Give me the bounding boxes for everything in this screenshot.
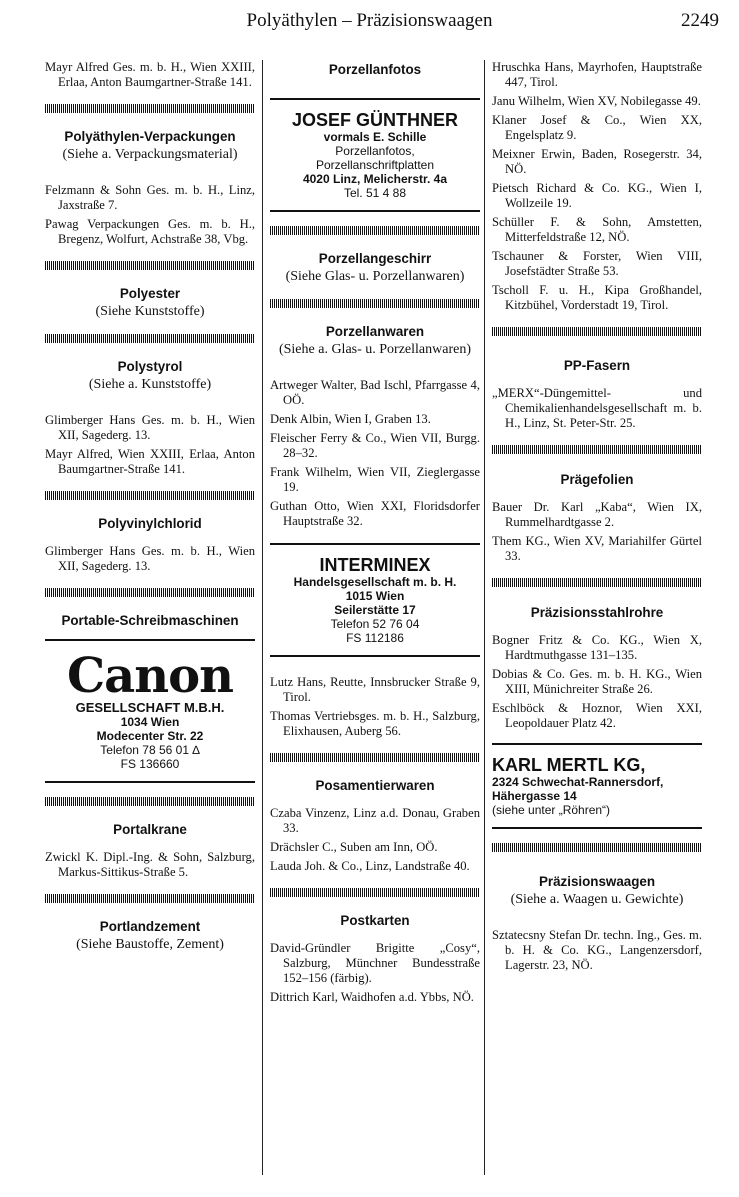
ad-line: Seilerstätte 17	[334, 603, 416, 617]
section-separator	[492, 445, 702, 454]
ad-rule	[45, 639, 255, 641]
listing-entry: Bogner Fritz & Co. KG., Wien X, Hardtmuthgasse 131–135.	[492, 633, 702, 662]
section-heading: PP-Fasern	[563, 358, 631, 373]
listing-entry: Denk Albin, Wien I, Graben 13.	[270, 412, 431, 426]
listing-entry: Pietsch Richard & Co. KG., Wien I, Wollzeile 19.	[492, 181, 702, 210]
ad-rule	[270, 98, 480, 100]
listing-entry: Zwickl K. Dipl.-Ing. & Sohn, Salzburg, Markus-Sittikus-Straße 5.	[45, 850, 255, 879]
listing-entry: Felzmann & Sohn Ges. m. b. H., Linz, Jaxstraße 7.	[45, 183, 255, 212]
ad-line: 4020 Linz, Melicherstr. 4a	[302, 172, 448, 186]
ad-rule	[45, 781, 255, 783]
ad-line: vormals E. Schille	[323, 130, 427, 144]
ad-line: FS 136660	[120, 757, 180, 771]
guenthner-advertisement	[270, 110, 480, 200]
section-separator	[270, 299, 480, 308]
listing-entry: Meixner Erwin, Baden, Rosegerstr. 34, NÖ.	[492, 147, 702, 176]
listing-entry: Pawag Verpackungen Ges. m. b. H., Bregenz, Wolfurt, Achstraße 38, Vbg.	[45, 217, 255, 246]
section-reference: (Siehe a. Waagen u. Gewichte)	[510, 892, 684, 907]
section-separator	[45, 894, 255, 903]
ad-company-name: JOSEF GÜNTHNER	[291, 110, 459, 130]
section-heading: Polystyrol	[117, 359, 183, 374]
page-header	[0, 8, 739, 36]
ad-line: Hähergasse 14	[492, 789, 577, 803]
listing-entry: David-Gründler Brigitte „Cosy“, Salzburg, Münchner Bundesstraße 152–156 (färbig).	[270, 941, 480, 985]
listing-entry: Artweger Walter, Bad Ischl, Pfarrgasse 4, OÖ.	[270, 378, 480, 407]
section-heading: Porzellanwaren	[325, 324, 425, 339]
section-reference: (Siehe a. Verpackungsmaterial)	[62, 147, 238, 162]
section-heading: Präzisionsstahlrohre	[530, 605, 664, 620]
ad-rule	[270, 543, 480, 545]
section-heading: Prägefolien	[560, 472, 634, 487]
column-1	[45, 60, 255, 963]
ad-rule	[492, 827, 702, 829]
section-heading: Portalkrane	[113, 822, 187, 837]
listing-entry: Sztatecsny Stefan Dr. techn. Ing., Ges. m. b. H. & Co. KG., Langenzersdorf, Lagerstr. 23, NÖ.	[492, 928, 702, 972]
section-heading: Porzellanfotos	[328, 62, 422, 77]
ad-company-name: INTERMINEX	[319, 555, 431, 575]
section-heading: Portable-Schreibmaschinen	[61, 613, 239, 628]
section-heading: Polyvinylchlorid	[98, 516, 202, 531]
listing-entry: Mayr Alfred Ges. m. b. H., Wien XXIII, Erlaa, Anton Baumgartner-Straße 141.	[45, 60, 255, 89]
ad-line: Telefon 78 56 01 ∆	[100, 743, 200, 757]
ad-line: Modecenter Str. 22	[96, 729, 204, 743]
section-separator	[45, 104, 255, 113]
ad-line: Handelsgesellschaft m. b. H.	[293, 575, 457, 589]
listing-entry: Lauda Joh. & Co., Linz, Landstraße 40.	[270, 859, 470, 873]
section-heading: Polyäthylen-Verpackungen	[64, 129, 236, 144]
section-separator	[492, 578, 702, 587]
column-rule-right	[484, 60, 485, 1175]
listing-entry: Tscholl F. u. H., Kipa Großhandel, Kitzbühel, Vorderstadt 19, Tirol.	[492, 283, 702, 312]
ad-company-name: KARL MERTL KG,	[492, 755, 646, 775]
section-reference: (Siehe Glas- u. Porzellanwaren)	[285, 269, 465, 284]
ad-line: Tel. 51 4 88	[343, 186, 407, 200]
ad-rule	[492, 743, 702, 745]
section-separator	[270, 226, 480, 235]
listing-entry: Bauer Dr. Karl „Kaba“, Wien IX, Rummelhardtgasse 2.	[492, 500, 702, 529]
section-separator	[45, 588, 255, 597]
listing-entry: Tschauner & Forster, Wien VIII, Josefstädter Straße 53.	[492, 249, 702, 278]
section-separator	[45, 491, 255, 500]
mertl-advertisement	[492, 755, 702, 817]
ad-rule	[270, 210, 480, 212]
ad-line: Porzellanschriftplatten	[315, 158, 435, 172]
section-separator	[270, 753, 480, 762]
section-separator	[45, 334, 255, 343]
listing-entry: Fleischer Ferry & Co., Wien VII, Burgg. 28–32.	[270, 431, 480, 460]
section-separator	[492, 327, 702, 336]
listing-entry: Hruschka Hans, Mayrhofen, Hauptstraße 447, Tirol.	[492, 60, 702, 89]
listing-entry: Mayr Alfred, Wien XXIII, Erlaa, Anton Baumgartner-Straße 141.	[45, 447, 255, 476]
section-separator	[45, 261, 255, 270]
section-reference: (Siehe a. Kunststoffe)	[88, 377, 212, 392]
column-3	[492, 60, 702, 977]
listing-entry: Thomas Vertriebsges. m. b. H., Salzburg, Elixhausen, Auberg 56.	[270, 709, 480, 738]
listing-entry: Frank Wilhelm, Wien VII, Zieglergasse 19.	[270, 465, 480, 494]
listing-entry: Eschlböck & Hoznor, Wien XXI, Leopoldauer Platz 42.	[492, 701, 702, 730]
listing-entry: Drächsler C., Suben am Inn, OÖ.	[270, 840, 438, 854]
column-2	[270, 60, 480, 1009]
listing-entry: Dittrich Karl, Waidhofen a.d. Ybbs, NÖ.	[270, 990, 474, 1004]
listing-entry: Klaner Josef & Co., Wien XX, Engelsplatz 9.	[492, 113, 702, 142]
ad-line: GESELLSCHAFT M.B.H.	[75, 700, 225, 715]
ad-line: FS 112186	[346, 631, 404, 645]
ad-line: 2324 Schwechat-Rannersdorf,	[492, 775, 664, 789]
listing-entry: Lutz Hans, Reutte, Innsbrucker Straße 9, Tirol.	[270, 675, 480, 704]
interminex-advertisement	[270, 555, 480, 645]
section-heading: Posamentierwaren	[315, 778, 435, 793]
listing-entry: Glimberger Hans Ges. m. b. H., Wien XII, Sagederg. 13.	[45, 544, 255, 573]
section-separator	[270, 888, 480, 897]
canon-logo: Canon	[66, 648, 234, 704]
page-number: 2249	[681, 10, 719, 31]
section-heading: Porzellangeschirr	[318, 251, 432, 266]
listing-entry: Czaba Vinzenz, Linz a.d. Donau, Graben 33.	[270, 806, 480, 835]
section-separator	[492, 843, 702, 852]
listing-entry: Janu Wilhelm, Wien XV, Nobilegasse 49.	[492, 94, 701, 108]
section-heading: Portlandzement	[99, 919, 201, 934]
listing-entry: Schüller F. & Sohn, Amstetten, Mitterfeldstraße 12, NÖ.	[492, 215, 702, 244]
section-heading: Postkarten	[340, 913, 410, 928]
ad-rule	[270, 655, 480, 657]
listing-entry: Glimberger Hans Ges. m. b. H., Wien XII, Sagederg. 13.	[45, 413, 255, 442]
ad-line: 1034 Wien	[120, 715, 180, 729]
ad-line: Porzellanfotos,	[335, 144, 415, 158]
ad-line: 1015 Wien	[345, 589, 405, 603]
column-rule-left	[262, 60, 263, 1175]
section-separator	[45, 797, 255, 806]
section-reference: (Siehe a. Glas- u. Porzellanwaren)	[278, 342, 472, 357]
canon-advertisement	[45, 648, 255, 771]
listing-entry: Dobias & Co. Ges. m. b. H. KG., Wien XIII, Münichreiter Straße 26.	[492, 667, 702, 696]
listing-entry: Them KG., Wien XV, Mariahilfer Gürtel 33.	[492, 534, 702, 563]
ad-line: Telefon 52 76 04	[330, 617, 420, 631]
listing-entry: „MERX“-Düngemittel- und Chemikalienhandelsgesellschaft m. b. H., Linz, St. Peter-Str. 25.	[492, 386, 702, 430]
ad-line: (siehe unter „Röhren“)	[492, 803, 611, 817]
running-title: Polyäthylen – Präzisionswaagen	[246, 10, 493, 31]
section-reference: (Siehe Baustoffe, Zement)	[76, 937, 224, 952]
listing-entry: Guthan Otto, Wien XXI, Floridsdorfer Hauptstraße 32.	[270, 499, 480, 528]
section-heading: Präzisionswaagen	[538, 874, 656, 889]
section-reference: (Siehe Kunststoffe)	[95, 304, 205, 319]
section-heading: Polyester	[119, 286, 181, 301]
